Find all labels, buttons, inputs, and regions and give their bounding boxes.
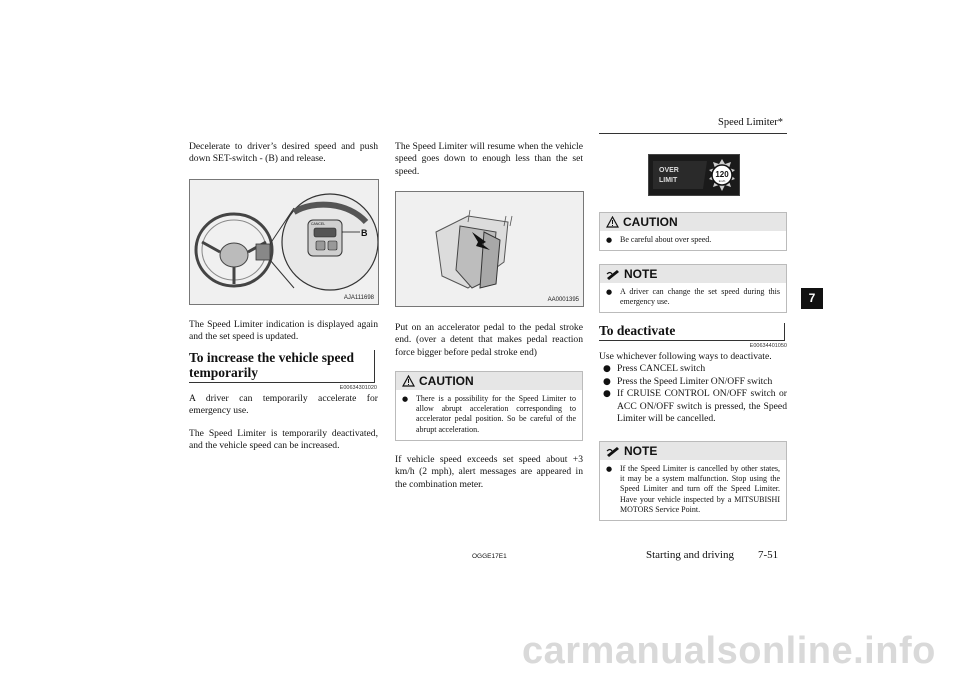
doc-code: OGGE17E1 bbox=[472, 553, 507, 560]
bullet-icon: ● bbox=[402, 395, 409, 403]
note-box-set-speed bbox=[599, 264, 787, 313]
caution-title: CAUTION bbox=[623, 215, 678, 229]
bullet-icon: ● bbox=[603, 389, 611, 400]
over-limit-graphic bbox=[649, 155, 739, 195]
note-box-malfunction bbox=[599, 441, 787, 521]
intro-text: Decelerate to driver’s desired speed and push down SET-switch - (B) and release. bbox=[189, 141, 378, 165]
caution-header bbox=[396, 372, 582, 390]
section-heading-deactivate: To deactivate bbox=[599, 323, 785, 341]
bullet-icon: ● bbox=[603, 364, 611, 375]
deactivate-intro: Use whichever following ways to deactivate. bbox=[599, 351, 772, 362]
note-title: NOTE bbox=[624, 444, 658, 458]
display-text-over: OVER bbox=[659, 167, 679, 174]
caution-header bbox=[600, 213, 786, 231]
note-text: If the Speed Limiter is cancelled by other states, it may be a system malfunction. Stop using the Speed Limiter and turn off the Speed Limiter. Have your vehicle inspected by a MITSUBISHI MOTORS Service Point. bbox=[620, 464, 780, 514]
paragraph-emergency: A driver can temporarily accelerate for emergency use. bbox=[189, 393, 378, 417]
chapter-name: Starting and driving bbox=[646, 549, 734, 561]
caution-box-acceleration bbox=[395, 371, 583, 441]
note-header bbox=[600, 442, 786, 460]
display-unit: km/h bbox=[718, 179, 726, 183]
header-rule bbox=[599, 133, 787, 134]
column-1 bbox=[189, 141, 378, 166]
list-item: ● Press CANCEL switch bbox=[603, 363, 706, 375]
bullet-icon: ● bbox=[606, 465, 613, 473]
steering-wheel-figure bbox=[189, 179, 379, 305]
note-pencil-icon bbox=[606, 268, 620, 280]
steering-wheel-illustration bbox=[190, 180, 378, 304]
list-item: ● Press the Speed Limiter ON/OFF switch bbox=[603, 375, 773, 387]
deactivate-methods-list bbox=[599, 363, 787, 425]
page-number: 7-51 bbox=[758, 549, 779, 561]
note-pencil-icon bbox=[606, 445, 620, 457]
display-speed: 120 bbox=[715, 170, 729, 179]
alert-text: If vehicle speed exceeds set speed about +3 km/h (2 mph), alert messages are appeared in the combination meter. bbox=[395, 454, 583, 490]
pedal-illustration bbox=[396, 192, 583, 306]
figure-label-b: B bbox=[361, 228, 368, 238]
warning-triangle-icon bbox=[402, 375, 415, 387]
note-header bbox=[600, 265, 786, 283]
bullet-icon: ● bbox=[606, 236, 613, 244]
caution-title: CAUTION bbox=[419, 374, 474, 388]
note-title: NOTE bbox=[624, 267, 658, 281]
caution-text: There is a possibility for the Speed Limiter to allow abrupt acceleration corresponding to accelerator pedal position. So be careful of the abrupt acceleration. bbox=[416, 394, 576, 434]
warning-triangle-icon bbox=[606, 216, 619, 228]
chapter-tab: 7 bbox=[801, 288, 823, 309]
cancel-switch-label: CANCEL bbox=[311, 222, 326, 226]
after-figure-text: The Speed Limiter indication is displayed again and the set speed is updated. bbox=[189, 319, 378, 343]
figure-code: AA0001395 bbox=[547, 297, 579, 303]
over-limit-display bbox=[648, 154, 740, 196]
heading-code: E00634301020 bbox=[339, 385, 377, 391]
heading-code: E00634401050 bbox=[749, 343, 787, 349]
caution-box-overspeed bbox=[599, 212, 787, 251]
section-heading-increase: To increase the vehicle speed temporarily bbox=[189, 350, 375, 383]
watermark: carmanualsonline.info bbox=[522, 630, 936, 672]
bullet-icon: ● bbox=[606, 288, 613, 296]
bullet-icon: ● bbox=[603, 376, 611, 387]
accelerator-pedal-figure bbox=[395, 191, 584, 307]
paragraph-deactivated: The Speed Limiter is temporarily deactivated, and the vehicle speed can be increased. bbox=[189, 427, 378, 452]
accelerator-text: Put on an accelerator pedal to the pedal stroke end. (over a detent that makes pedal reaction force bigger before pedal stroke end) bbox=[395, 322, 583, 358]
list-item: ● If CRUISE CONTROL ON/OFF switch or ACC ON/OFF switch is pressed, the Speed Limiter will be cancelled. bbox=[603, 388, 787, 425]
figure-code: AJA111698 bbox=[343, 295, 374, 301]
caution-text: Be careful about over speed. bbox=[620, 235, 712, 244]
section-title: Speed Limiter* bbox=[718, 117, 784, 128]
note-text: A driver can change the set speed during this emergency use. bbox=[620, 287, 780, 307]
display-text-limit: LIMIT bbox=[659, 177, 678, 184]
resume-text: The Speed Limiter will resume when the vehicle speed goes down to enough less than the set speed. bbox=[395, 141, 583, 177]
